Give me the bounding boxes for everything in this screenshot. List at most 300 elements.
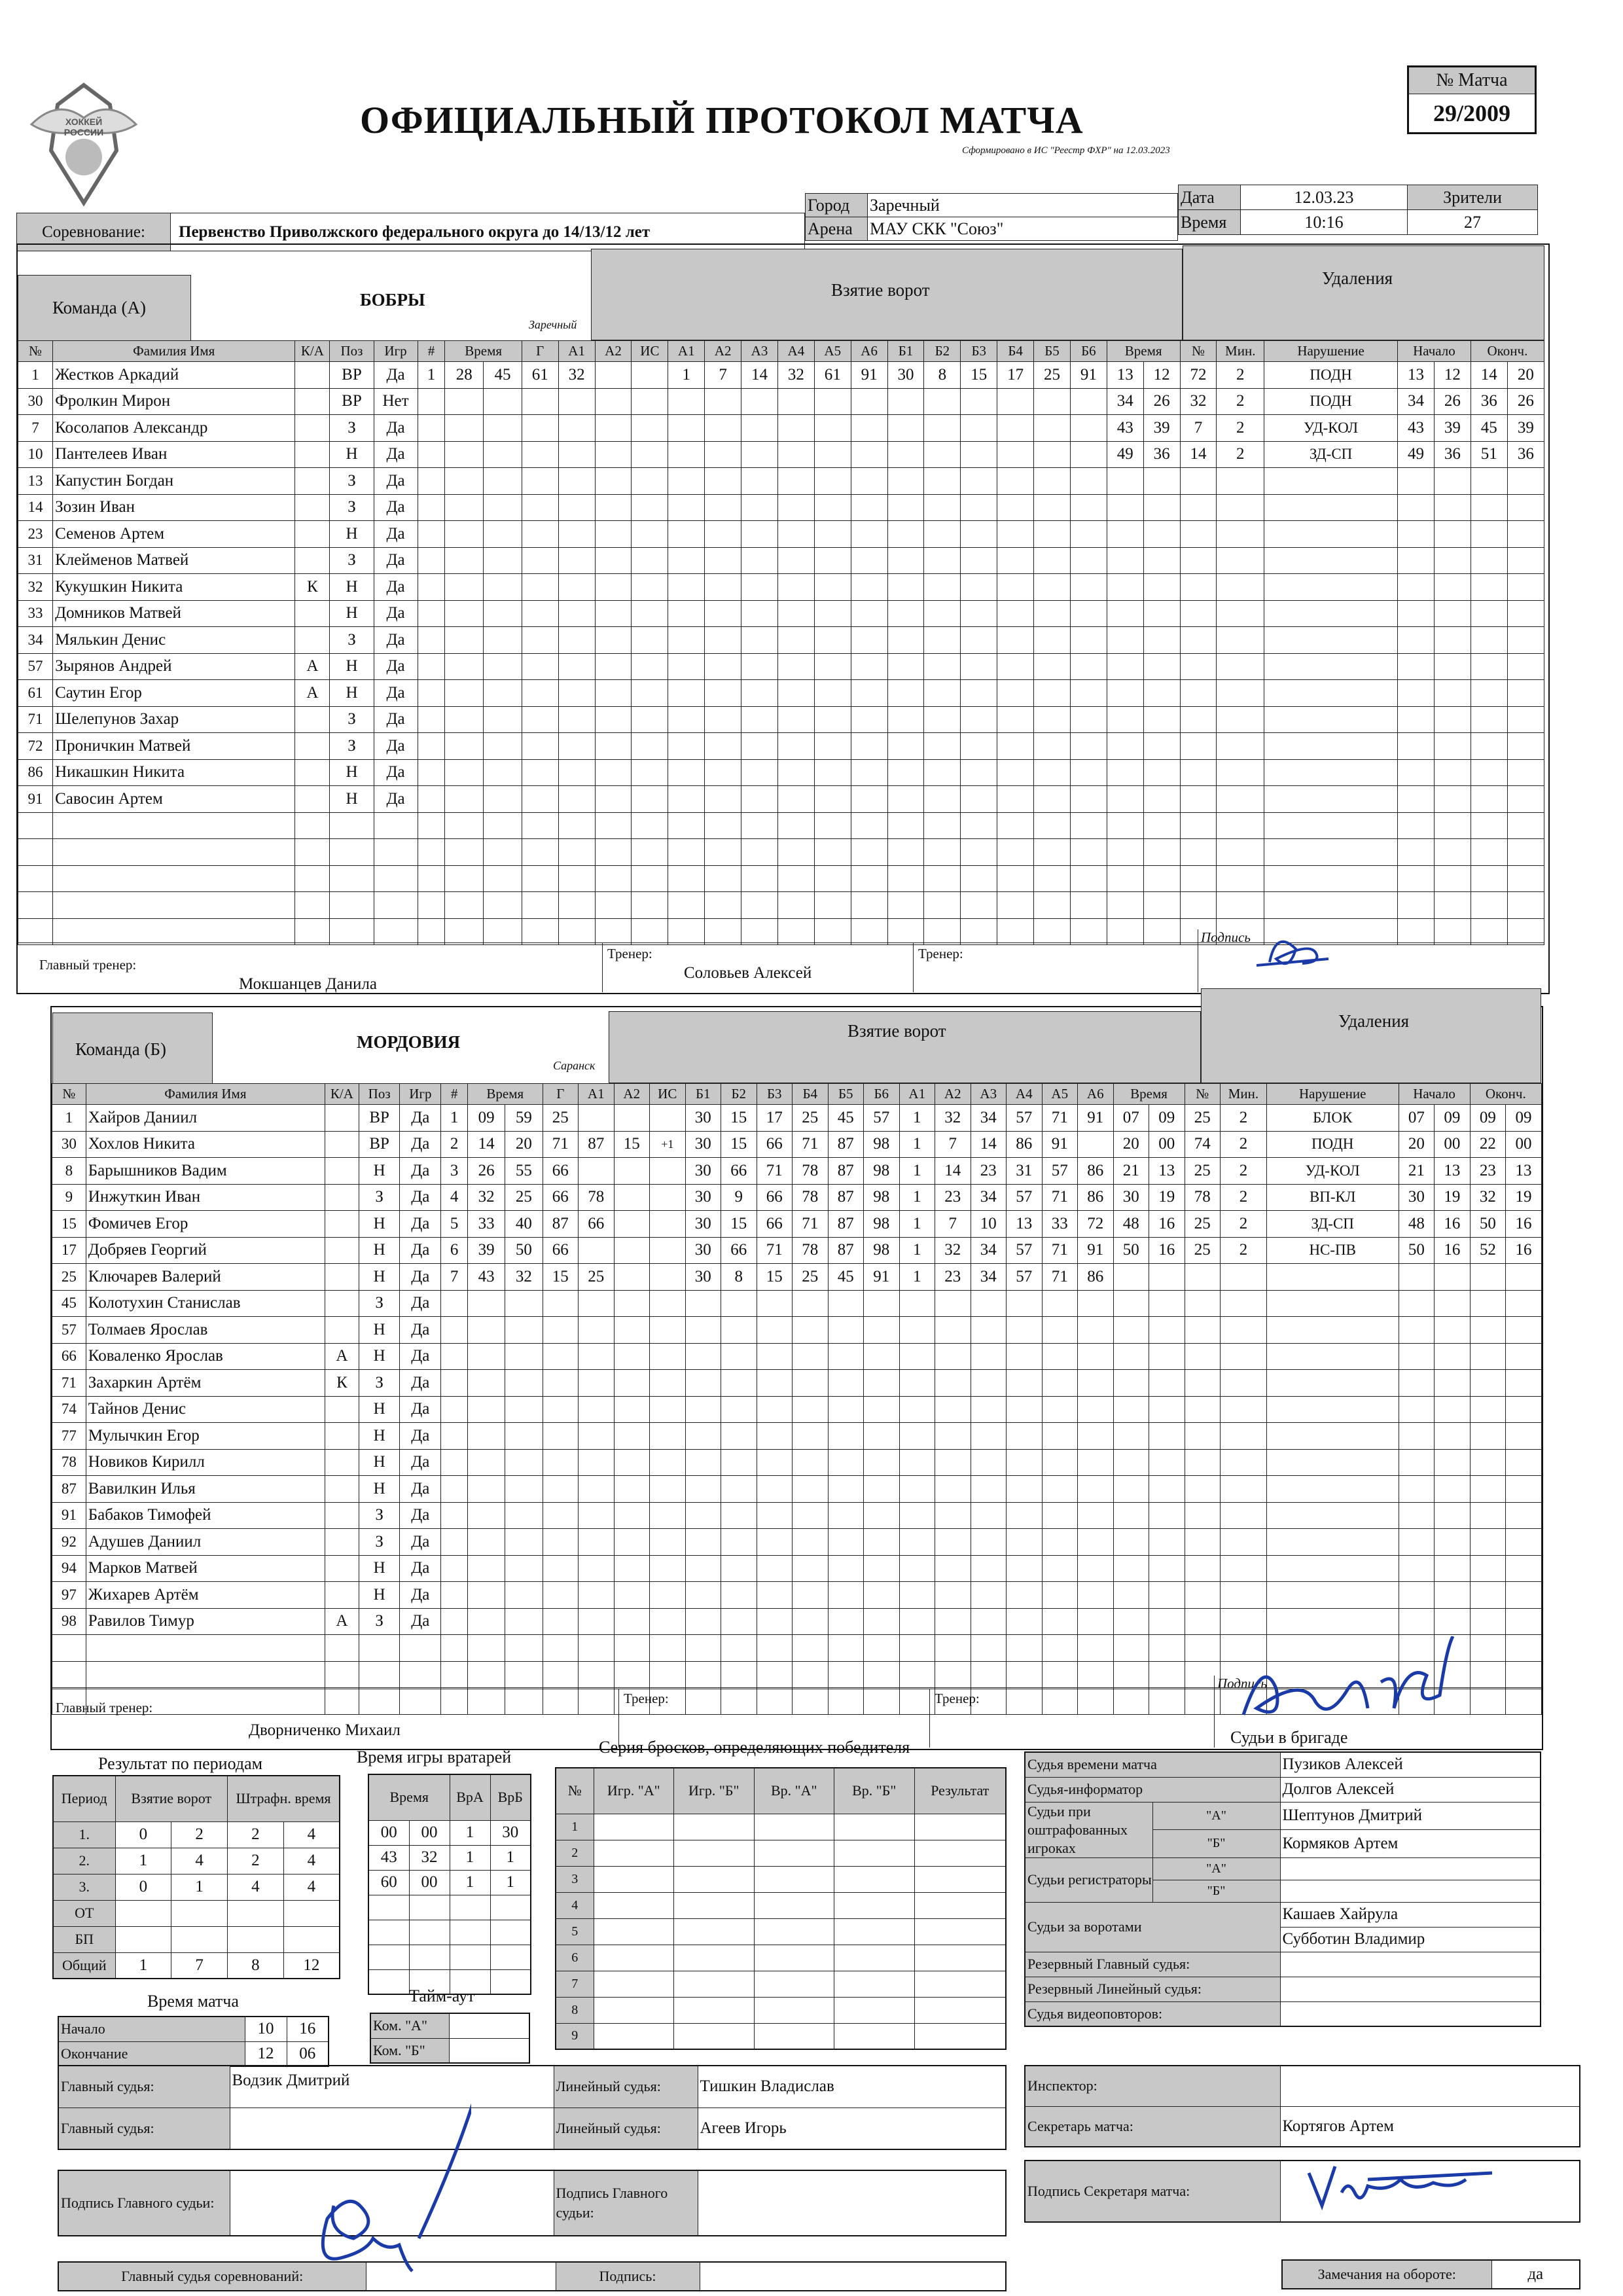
- goal-assist-2: 15: [614, 1131, 650, 1158]
- goal-scorer: [522, 918, 558, 945]
- on-ice-b-5: [1070, 680, 1107, 707]
- on-ice-a-5: [851, 547, 887, 574]
- player-row: [52, 1211, 1542, 1238]
- pen-sec-mark: [1143, 494, 1180, 521]
- team_a-h-ptime: Время: [1107, 341, 1180, 362]
- goal-assist-2: [595, 388, 632, 415]
- goal-number: [418, 865, 445, 892]
- player-play: [374, 812, 418, 839]
- on-ice-a-2: [741, 759, 778, 786]
- goal-sec: [484, 600, 522, 627]
- pen-player: [1185, 1290, 1221, 1317]
- goal-situation: [632, 680, 668, 707]
- on-ice-a-5: [1078, 1476, 1114, 1503]
- pen-min-mark: [1107, 812, 1143, 839]
- on-ice-a-2: [971, 1476, 1007, 1503]
- goal-number: [418, 415, 445, 442]
- goal-situation: [632, 521, 668, 548]
- goal-min: [468, 1555, 505, 1582]
- team_b-h-pno: №: [1185, 1084, 1221, 1105]
- player-play: Да: [374, 441, 418, 468]
- pen-start-min: [1398, 521, 1435, 548]
- on-ice-a-2: [741, 733, 778, 760]
- goal-scorer: 66: [543, 1184, 579, 1211]
- pen-violation: [1266, 1449, 1399, 1476]
- on-ice-b-1: [721, 1529, 757, 1556]
- timeout-a-label: Ком. "А": [370, 2013, 449, 2038]
- goal-number: [441, 1317, 468, 1344]
- goal-assist-2: [595, 680, 632, 707]
- on-ice-b-4: [828, 1635, 864, 1662]
- shootout-row: [556, 1866, 1006, 1892]
- pen-end-min: 45: [1471, 415, 1507, 442]
- on-ice-a-0: [668, 388, 705, 415]
- player-row: [18, 494, 1544, 521]
- pen-start-min: [1398, 733, 1435, 760]
- page-title: ОФИЦИАЛЬНЫЙ ПРОТОКОЛ МАТЧА: [360, 99, 1084, 141]
- player-name: Мялькин Денис: [53, 627, 295, 654]
- date-box: [1178, 185, 1538, 235]
- player-play: Да: [400, 1396, 441, 1423]
- on-ice-a-3: [1007, 1502, 1043, 1529]
- pen-sec-mark: [1149, 1608, 1185, 1635]
- goalie-sec: 00: [409, 1820, 450, 1845]
- player-play: Да: [374, 521, 418, 548]
- goal-min: [468, 1343, 505, 1370]
- goal-sec: [484, 468, 522, 495]
- goal-situation: [650, 1211, 686, 1238]
- player-ka: [295, 786, 330, 813]
- team_a-h-ka: К/А: [295, 341, 330, 362]
- pen-player: [1185, 1608, 1221, 1635]
- on-ice-b-1: [721, 1396, 757, 1423]
- pen-end-min: [1471, 865, 1507, 892]
- period-name: ОТ: [53, 1900, 115, 1926]
- timeout-a-value: [449, 2013, 529, 2038]
- player-play: [400, 1661, 441, 1688]
- pen-min-mark: 13: [1107, 362, 1143, 389]
- pen-end-sec: [1507, 786, 1544, 813]
- goal-scorer: 66: [543, 1237, 579, 1264]
- goal-min: [468, 1317, 505, 1344]
- shootout-row: [556, 1997, 1006, 2023]
- pen-end-sec: [1507, 494, 1544, 521]
- on-ice-a-5: [851, 653, 887, 680]
- pen-start-min: [1398, 600, 1435, 627]
- sign-head-ref-text: Подпись Главного судьи:: [61, 2195, 215, 2211]
- on-ice-a-2: [971, 1290, 1007, 1317]
- on-ice-b-4: [1034, 388, 1071, 415]
- goal-situation: [632, 600, 668, 627]
- on-ice-b-2: [961, 388, 997, 415]
- pen-violation: [1266, 1264, 1399, 1291]
- match-number: 29/2009: [1408, 94, 1536, 134]
- player-ka: А: [325, 1608, 359, 1635]
- shootout-number: 8: [556, 1997, 594, 2023]
- pen-violation: [1264, 468, 1398, 495]
- goal-number: [441, 1343, 468, 1370]
- on-ice-b-4: [828, 1555, 864, 1582]
- player-ka: [295, 839, 330, 866]
- player-pos: Н: [330, 441, 374, 468]
- goal-sec: 20: [505, 1131, 543, 1158]
- pen-violation: [1266, 1555, 1399, 1582]
- shootout-h-pa: Игр. "А": [594, 1768, 674, 1814]
- pen-start-sec: [1434, 521, 1471, 548]
- on-ice-b-0: [685, 1635, 721, 1662]
- on-ice-a-4: [1042, 1290, 1078, 1317]
- player-pos: Н: [359, 1237, 400, 1264]
- player-name: Жестков Аркадий: [53, 362, 295, 389]
- on-ice-a-5: [1078, 1502, 1114, 1529]
- player-row: [52, 1317, 1542, 1344]
- player-row: [18, 415, 1544, 442]
- player-play: Да: [374, 415, 418, 442]
- goal-min: [445, 600, 484, 627]
- player-ka: [295, 892, 330, 919]
- goal-number: [418, 706, 445, 733]
- on-ice-b-3: 25: [793, 1105, 829, 1132]
- goal-min: [468, 1529, 505, 1556]
- pen-min-mark: [1113, 1608, 1149, 1635]
- shootout-number: 4: [556, 1892, 594, 1918]
- team-a-coach-divider: [602, 942, 603, 992]
- pen-violation: [1264, 680, 1398, 707]
- goal-situation: [650, 1476, 686, 1503]
- goal-assist-2: [595, 600, 632, 627]
- goalie-row: [368, 1820, 531, 1845]
- pen-minutes: [1221, 1290, 1267, 1317]
- on-ice-a-2: 23: [971, 1158, 1007, 1185]
- player-play: Да: [374, 547, 418, 574]
- player-name: Капустин Богдан: [53, 468, 295, 495]
- pen-end-sec: [1506, 1317, 1542, 1344]
- on-ice-b-0: [887, 733, 924, 760]
- goalie-b: 1: [490, 1845, 531, 1870]
- goal-situation: [632, 574, 668, 601]
- pen-start-min: [1398, 627, 1435, 654]
- shootout-row: [556, 2023, 1006, 2049]
- player-ka: [295, 547, 330, 574]
- pen-start-sec: [1434, 494, 1471, 521]
- goal-sec: [505, 1661, 543, 1688]
- on-ice-b-0: [887, 759, 924, 786]
- period-goals-b: 2: [171, 1821, 228, 1848]
- on-ice-a-4: [1042, 1635, 1078, 1662]
- pen-end-sec: [1506, 1502, 1542, 1529]
- player-number: 23: [18, 521, 53, 548]
- on-ice-a-1: [705, 627, 741, 654]
- on-ice-b-5: [1070, 865, 1107, 892]
- on-ice-a-5: [1078, 1449, 1114, 1476]
- line-ref-1-label: Линейный судья:: [554, 2066, 698, 2108]
- pen-sec-mark: 13: [1149, 1158, 1185, 1185]
- goal-number: [418, 627, 445, 654]
- on-ice-b-4: [1034, 839, 1071, 866]
- goalie-min: [368, 1895, 409, 1920]
- pen-end-min: [1471, 786, 1507, 813]
- pen-end-min: 09: [1470, 1105, 1506, 1132]
- pen-minutes: [1221, 1396, 1267, 1423]
- player-row: [52, 1555, 1542, 1582]
- pen-violation: [1266, 1502, 1399, 1529]
- on-ice-b-1: [721, 1317, 757, 1344]
- on-ice-a-2: [741, 468, 778, 495]
- shootout-ga: [754, 1971, 834, 1997]
- player-pos: Н: [330, 574, 374, 601]
- player-play: [374, 865, 418, 892]
- player-name: Жихарев Артём: [86, 1582, 325, 1609]
- pen-player: [1180, 547, 1217, 574]
- goal-assist-2: [595, 892, 632, 919]
- on-ice-b-0: 30: [685, 1211, 721, 1238]
- team_a-h-pviol: Нарушение: [1264, 341, 1398, 362]
- on-ice-a-4: [1042, 1608, 1078, 1635]
- goal-sec: [505, 1343, 543, 1370]
- player-pos: Н: [359, 1423, 400, 1450]
- goalie-min: 00: [368, 1820, 409, 1845]
- on-ice-b-1: [924, 759, 961, 786]
- on-ice-a-3: [777, 441, 814, 468]
- player-pos: [359, 1661, 400, 1688]
- on-ice-a-5: [851, 441, 887, 468]
- pen-violation: ЗД-СП: [1266, 1211, 1399, 1238]
- goal-assist-1: 32: [558, 362, 595, 389]
- player-ka: [295, 812, 330, 839]
- player-name: [53, 812, 295, 839]
- pen-min-mark: 30: [1113, 1184, 1149, 1211]
- player-name: Вавилкин Илья: [86, 1476, 325, 1503]
- pen-start-sec: 12: [1434, 362, 1471, 389]
- pen-start-min: [1399, 1343, 1435, 1370]
- on-ice-b-0: [887, 521, 924, 548]
- pen-player: 25: [1185, 1105, 1221, 1132]
- goal-min: [468, 1476, 505, 1503]
- team-b-signature: [1237, 1636, 1525, 1728]
- on-ice-a-3: 57: [1007, 1105, 1043, 1132]
- on-ice-a-0: [668, 494, 705, 521]
- goal-assist-1: [558, 892, 595, 919]
- pen-start-min: [1399, 1264, 1435, 1291]
- pen-end-sec: [1507, 627, 1544, 654]
- on-ice-b-1: [924, 653, 961, 680]
- on-ice-a-0: [899, 1661, 935, 1688]
- on-ice-b-5: [864, 1635, 900, 1662]
- on-ice-a-3: [777, 494, 814, 521]
- on-ice-b-5: 98: [864, 1131, 900, 1158]
- player-row: [18, 547, 1544, 574]
- player-ka: [325, 1237, 359, 1264]
- period-pim-a: 8: [228, 1952, 284, 1979]
- player-row: [52, 1105, 1542, 1132]
- on-ice-a-2: [971, 1449, 1007, 1476]
- on-ice-a-0: [668, 865, 705, 892]
- player-play: Нет: [374, 388, 418, 415]
- on-ice-a-2: [741, 892, 778, 919]
- on-ice-b-0: [887, 653, 924, 680]
- goalie-a: [450, 1895, 490, 1920]
- timeout-table: [370, 2013, 530, 2064]
- shootout-ga: [754, 2023, 834, 2049]
- team_a-h-onice2-0: Б1: [887, 341, 924, 362]
- pen-sec-mark: 16: [1149, 1211, 1185, 1238]
- on-ice-a-5: [851, 468, 887, 495]
- player-row: [18, 521, 1544, 548]
- team_b-h-no: №: [52, 1084, 86, 1105]
- player-ka: [295, 415, 330, 442]
- goal-min: [468, 1661, 505, 1688]
- period-row: [53, 1848, 340, 1874]
- on-ice-a-3: 57: [1007, 1264, 1043, 1291]
- pen-start-min: [1398, 759, 1435, 786]
- pen-player: 32: [1180, 388, 1217, 415]
- on-ice-a-1: [705, 839, 741, 866]
- pen-player: [1180, 680, 1217, 707]
- on-ice-b-5: [1070, 653, 1107, 680]
- on-ice-a-0: [668, 547, 705, 574]
- on-ice-b-2: [961, 918, 997, 945]
- goal-situation: [650, 1290, 686, 1317]
- player-row: [52, 1396, 1542, 1423]
- pen-end-sec: 09: [1506, 1105, 1542, 1132]
- on-ice-a-3: [1007, 1635, 1043, 1662]
- goal-assist-1: [558, 706, 595, 733]
- pen-start-min: 07: [1399, 1105, 1435, 1132]
- comp-ref-table: [58, 2261, 1007, 2291]
- pen-start-sec: [1434, 839, 1471, 866]
- goal-scorer: [543, 1582, 579, 1609]
- team_a-h-play: Игр: [374, 341, 418, 362]
- timeout-title: Тайм-аут: [409, 1986, 475, 2005]
- player-number: 9: [52, 1184, 86, 1211]
- goal-assist-1: 78: [579, 1184, 615, 1211]
- goal-situation: [632, 865, 668, 892]
- pen-player: [1185, 1635, 1221, 1662]
- goal-situation: [650, 1555, 686, 1582]
- player-ka: А: [295, 653, 330, 680]
- on-ice-a-5: [851, 812, 887, 839]
- pen-minutes: [1221, 1370, 1267, 1397]
- goalie-row: [368, 1920, 531, 1945]
- goal-scorer: [522, 759, 558, 786]
- pen-sec-mark: [1143, 706, 1180, 733]
- reserve-line-label: Резервный Линейный судья:: [1025, 1977, 1280, 2001]
- on-ice-a-2: [971, 1502, 1007, 1529]
- pen-end-min: 14: [1471, 362, 1507, 389]
- goal-scorer: [522, 468, 558, 495]
- period-name: 2.: [53, 1848, 115, 1874]
- on-ice-b-3: [997, 706, 1034, 733]
- pen-sec-mark: 12: [1143, 362, 1180, 389]
- shootout-res: [914, 1840, 1006, 1866]
- on-ice-b-5: 91: [1070, 362, 1107, 389]
- goal-assist-1: 25: [579, 1264, 615, 1291]
- player-ka: [295, 865, 330, 892]
- shootout-h-gb: Вр. "Б": [834, 1768, 915, 1814]
- logo: [18, 79, 149, 209]
- goal-number: [441, 1529, 468, 1556]
- pen-start-min: [1399, 1502, 1435, 1529]
- goal-min: [445, 786, 484, 813]
- on-ice-a-3: [777, 574, 814, 601]
- on-ice-b-0: [887, 892, 924, 919]
- on-ice-b-2: [757, 1608, 793, 1635]
- on-ice-a-4: [814, 733, 851, 760]
- on-ice-a-3: [777, 706, 814, 733]
- goal-situation: [650, 1635, 686, 1662]
- on-ice-a-4: [814, 812, 851, 839]
- on-ice-a-2: [741, 706, 778, 733]
- goal-number: [441, 1502, 468, 1529]
- on-ice-b-3: [793, 1396, 829, 1423]
- pen-end-sec: [1507, 865, 1544, 892]
- on-ice-b-3: [997, 733, 1034, 760]
- pen-violation: [1264, 494, 1398, 521]
- pen-sec-mark: [1143, 786, 1180, 813]
- on-ice-b-5: 91: [864, 1264, 900, 1291]
- player-number: 57: [18, 653, 53, 680]
- pen-minutes: 2: [1221, 1211, 1267, 1238]
- pen-end-sec: [1506, 1290, 1542, 1317]
- on-ice-b-5: [864, 1290, 900, 1317]
- goal-number: [418, 388, 445, 415]
- player-name: Барышников Вадим: [86, 1158, 325, 1185]
- penbox-label: Судьи при оштрафованных игроках: [1025, 1802, 1152, 1857]
- pen-min-mark: [1113, 1529, 1149, 1556]
- goal-scorer: [543, 1343, 579, 1370]
- period-row: [53, 1952, 340, 1979]
- pen-start-sec: [1434, 653, 1471, 680]
- player-ka: [325, 1449, 359, 1476]
- pen-end-sec: [1507, 547, 1544, 574]
- goal-situation: [632, 733, 668, 760]
- player-ka: [325, 1661, 359, 1688]
- team_a-h-onice1-0: А1: [668, 341, 705, 362]
- on-ice-a-1: [705, 415, 741, 442]
- player-pos: [330, 865, 374, 892]
- player-number: [18, 865, 53, 892]
- period-goals-a: 0: [115, 1874, 171, 1900]
- goal-assist-2: [614, 1343, 650, 1370]
- player-pos: Н: [330, 680, 374, 707]
- goal-assist-2: [614, 1502, 650, 1529]
- pen-end-sec: [1507, 892, 1544, 919]
- player-number: [18, 892, 53, 919]
- goalie-min: [368, 1969, 409, 1994]
- pen-minutes: [1221, 1555, 1267, 1582]
- head-ref-1: Водзик Дмитрий: [230, 2066, 554, 2108]
- goal-assist-2: [614, 1290, 650, 1317]
- match-time-table: [58, 2016, 329, 2067]
- secretary: Кортягов Артем: [1280, 2106, 1580, 2147]
- on-ice-b-1: [721, 1343, 757, 1370]
- team-b-coach-label: Тренер:: [624, 1691, 669, 1706]
- spectators-label: Зрители: [1408, 185, 1538, 210]
- on-ice-b-4: [828, 1582, 864, 1609]
- player-play: [374, 918, 418, 945]
- on-ice-b-4: [828, 1423, 864, 1450]
- player-play: Да: [374, 494, 418, 521]
- pen-start-sec: [1434, 865, 1471, 892]
- player-name: Никашкин Никита: [53, 759, 295, 786]
- on-ice-a-1: [935, 1529, 971, 1556]
- goal-assist-1: [558, 494, 595, 521]
- on-ice-b-1: [924, 468, 961, 495]
- goal-assist-1: [579, 1343, 615, 1370]
- player-pos: ВР: [359, 1131, 400, 1158]
- pen-start-min: 48: [1399, 1211, 1435, 1238]
- player-number: 72: [18, 733, 53, 760]
